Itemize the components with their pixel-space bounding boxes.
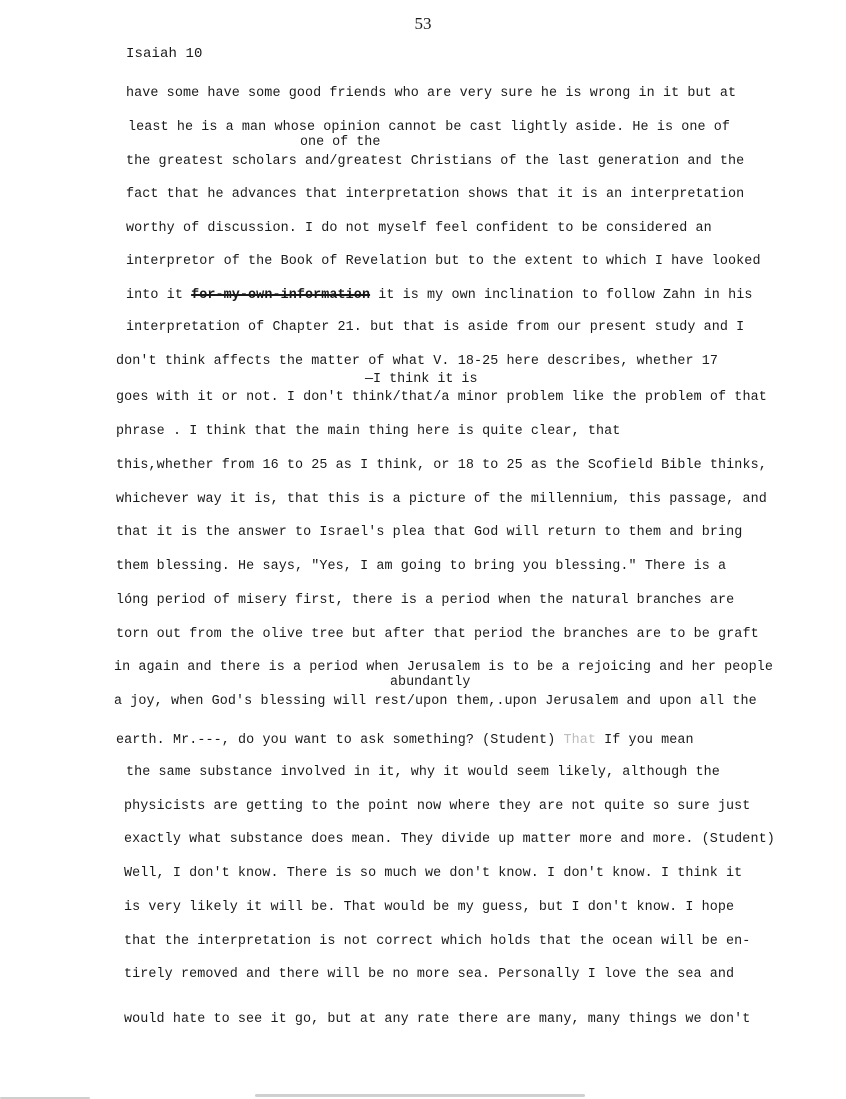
text-line [116,733,694,749]
text-line: don't think affects the matter of what V. 18-25 here describes, whether 17 [116,354,719,369]
text-line-after: If you mean [596,733,694,748]
text-line-before: into it [126,288,192,303]
text-line: phrase . I think that the main thing here is quite clear, that [116,424,621,439]
faint-text: That [563,733,597,748]
page-heading: Isaiah 10 [126,46,203,62]
text-line: torn out from the olive tree but after that period the branches are to be graft [116,627,759,642]
insertion-abundantly: abundantly [390,675,471,690]
text-line: the greatest scholars and/greatest Christians of the last generation and the [126,154,745,169]
insertion-i-think-it-is: —I think it is [365,372,478,387]
page-number: 53 [414,14,432,33]
text-line: that it is the answer to Israel's plea that God will return to them and bring [116,525,743,540]
text-line: that the interpretation is not correct which holds that the ocean will be en- [124,934,751,949]
text-line: Well, I don't know. There is so much we don't know. I don't know. I think it [124,866,743,881]
text-line: tirely removed and there will be no more sea. Personally I love the sea and [124,967,735,982]
insertion-one-of-the: one of the [300,135,381,150]
text-line: whichever way it is, that this is a picture of the millennium, this passage, and [116,492,767,507]
text-line: interpretor of the Book of Revelation but to the extent to which I have looked [126,254,761,269]
text-line: would hate to see it go, but at any rate there are many, many things we don't [124,1012,751,1027]
text-line: this,whether from 16 to 25 as I think, or 18 to 25 as the Scofield Bible thinks, [116,458,767,473]
text-line: the same substance involved in it, why it would seem likely, although the [126,765,720,780]
text-line: interpretation of Chapter 21. but that is aside from our present study and I [126,320,745,335]
text-line: physicists are getting to the point now where they are not quite so sure just [124,799,751,814]
text-line: fact that he advances that interpretation shows that it is an interpretation [126,187,745,202]
text-line: a joy, when God's blessing will rest/upon them,.upon Jerusalem and upon all the [114,694,757,709]
text-line: exactly what substance does mean. They divide up matter more and more. (Student) [124,832,775,847]
text-line: them blessing. He says, "Yes, I am going to bring you blessing." There is a [116,559,727,574]
text-line [126,288,752,304]
text-line-after: it is my own inclination to follow Zahn in his [370,288,753,303]
text-line: lóng period of misery first, there is a period when the natural branches are [116,593,735,608]
struck-through-text: for-my-own-information [191,288,371,303]
text-line: have some have some good friends who are very sure he is wrong in it but at [126,86,737,101]
text-line-before: earth. Mr.---, do you want to ask something? (Student) [116,733,564,748]
text-line: worthy of discussion. I do not myself feel confident to be considered an [126,221,712,236]
text-line: in again and there is a period when Jerusalem is to be a rejoicing and her people [114,660,773,675]
text-line: least he is a man whose opinion cannot be cast lightly aside. He is one of [128,120,731,135]
text-line: goes with it or not. I don't think/that/a minor problem like the problem of that [116,390,767,405]
scan-edge-mark [255,1094,585,1097]
text-line: is very likely it will be. That would be my guess, but I don't know. I hope [124,900,735,915]
